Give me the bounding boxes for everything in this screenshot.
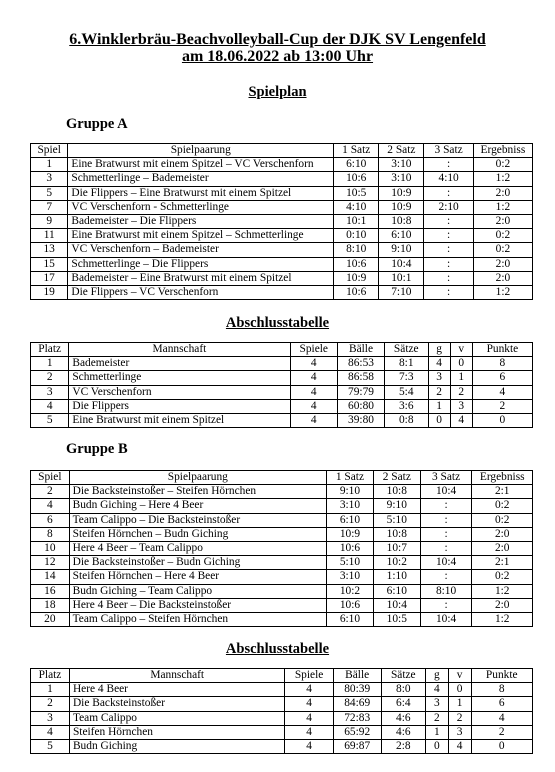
column-header: Spiel	[31, 471, 70, 485]
cell-satz-1: 10:6	[334, 285, 379, 299]
cell-satz-3: 4:10	[424, 172, 473, 186]
cell-saetze: 4:6	[381, 725, 425, 739]
cell-satz-2: 10:8	[373, 527, 420, 541]
cell-spiel: 19	[31, 285, 68, 299]
column-header: Spiele	[285, 669, 333, 683]
cell-satz-2: 10:4	[373, 598, 420, 612]
cell-spielpaarung: Bademeister – Eine Bratwurst mit einem Spitzel	[68, 271, 334, 285]
cell-verloren: 4	[448, 739, 471, 753]
cell-satz-1: 6:10	[334, 158, 379, 172]
table-row	[31, 158, 533, 172]
cell-spielpaarung: Here 4 Beer – Team Calippo	[69, 541, 326, 555]
cell-spiel: 20	[31, 612, 70, 626]
cell-saetze: 7:3	[385, 371, 429, 385]
cell-baelle: 39:80	[338, 413, 385, 427]
cell-spiel: 9	[31, 214, 68, 228]
cell-punkte: 0	[472, 413, 532, 427]
cell-ergebnis: 2:0	[473, 214, 532, 228]
cell-ergebnis: 2:0	[472, 598, 533, 612]
cell-punkte: 8	[471, 683, 533, 697]
cell-satz-2: 10:2	[373, 556, 420, 570]
group-b-standings-table	[30, 668, 533, 754]
cell-gewonnen: 3	[425, 697, 448, 711]
group-a-standings-heading: Abschlusstabelle	[225, 315, 330, 331]
cell-platz: 1	[31, 357, 69, 371]
cell-spielpaarung: Die Flippers – VC Verschenforn	[68, 285, 334, 299]
cell-spiele: 4	[285, 725, 333, 739]
cell-satz-3: :	[424, 257, 473, 271]
cell-ergebnis: 1:2	[473, 285, 532, 299]
cell-ergebnis: 1:2	[473, 172, 532, 186]
cell-mannschaft: Budn Giching	[69, 739, 285, 753]
cell-satz-3: 2:10	[424, 200, 473, 214]
table-row	[31, 200, 533, 214]
cell-spiel: 10	[31, 541, 70, 555]
cell-spielpaarung: Eine Bratwurst mit einem Spitzel – Schmetterlinge	[68, 229, 334, 243]
cell-platz: 4	[31, 399, 69, 413]
column-header: 2 Satz	[379, 144, 424, 158]
cell-verloren: 3	[450, 399, 472, 413]
cell-saetze: 4:6	[381, 711, 425, 725]
cell-satz-3: :	[424, 271, 473, 285]
cell-platz: 3	[31, 385, 69, 399]
cell-satz-2: 10:8	[373, 485, 420, 499]
column-header: Spielpaarung	[68, 144, 334, 158]
cell-spiel: 2	[31, 485, 70, 499]
cell-ergebnis: 2:0	[473, 257, 532, 271]
cell-punkte: 4	[471, 711, 533, 725]
column-header: Bälle	[338, 343, 385, 357]
table-row	[31, 598, 533, 612]
cell-satz-2: 10:9	[379, 186, 424, 200]
cell-punkte: 8	[472, 357, 532, 371]
table-row	[31, 612, 533, 626]
cell-gewonnen: 3	[428, 371, 450, 385]
cell-satz-2: 10:7	[373, 541, 420, 555]
cell-verloren: 1	[448, 697, 471, 711]
table-row	[31, 413, 533, 427]
cell-saetze: 8:1	[385, 357, 429, 371]
cell-satz-3: :	[420, 570, 472, 584]
cell-saetze: 2:8	[381, 739, 425, 753]
cell-satz-1: 3:10	[327, 499, 374, 513]
table-row	[31, 739, 533, 753]
cell-satz-3: :	[424, 214, 473, 228]
cell-spielpaarung: Budn Giching – Here 4 Beer	[69, 499, 326, 513]
cell-platz: 2	[31, 697, 70, 711]
cell-platz: 4	[31, 725, 70, 739]
column-header: v	[450, 343, 472, 357]
column-header: Spiele	[290, 343, 338, 357]
cell-spiel: 16	[31, 584, 70, 598]
cell-mannschaft: Eine Bratwurst mit einem Spitzel	[69, 413, 290, 427]
cell-saetze: 6:4	[381, 697, 425, 711]
cell-punkte: 2	[472, 399, 532, 413]
cell-spiele: 4	[285, 711, 333, 725]
cell-punkte: 4	[472, 385, 532, 399]
cell-spiel: 3	[31, 172, 68, 186]
cell-satz-1: 10:6	[334, 257, 379, 271]
cell-satz-2: 9:10	[373, 499, 420, 513]
table-header-row	[31, 471, 533, 485]
column-header: Punkte	[471, 669, 533, 683]
cell-mannschaft: Die Flippers	[69, 399, 290, 413]
cell-gewonnen: 2	[428, 385, 450, 399]
cell-gewonnen: 4	[425, 683, 448, 697]
cell-mannschaft: Here 4 Beer	[69, 683, 285, 697]
cell-spiel: 4	[31, 499, 70, 513]
cell-spielpaarung: Schmetterlinge – Bademeister	[68, 172, 334, 186]
cell-satz-2: 1:10	[373, 570, 420, 584]
cell-satz-3: :	[420, 598, 472, 612]
cell-spielpaarung: Here 4 Beer – Die Backsteinstoßer	[69, 598, 326, 612]
cell-spiel: 11	[31, 229, 68, 243]
cell-satz-3: :	[420, 527, 472, 541]
cell-spiel: 7	[31, 200, 68, 214]
table-row	[31, 229, 533, 243]
cell-satz-1: 10:9	[334, 271, 379, 285]
cell-satz-2: 3:10	[379, 158, 424, 172]
cell-satz-1: 4:10	[334, 200, 379, 214]
cell-mannschaft: Bademeister	[69, 357, 290, 371]
cell-spiele: 4	[290, 399, 338, 413]
cell-satz-2: 10:4	[379, 257, 424, 271]
cell-baelle: 84:69	[333, 697, 381, 711]
cell-satz-1: 3:10	[327, 570, 374, 584]
column-header: Ergebniss	[472, 471, 533, 485]
cell-satz-3: :	[424, 158, 473, 172]
cell-platz: 5	[31, 739, 70, 753]
cell-ergebnis: 2:0	[473, 186, 532, 200]
cell-satz-3: 10:4	[420, 612, 472, 626]
table-row	[31, 257, 533, 271]
cell-ergebnis: 2:0	[472, 527, 533, 541]
cell-satz-2: 3:10	[379, 172, 424, 186]
column-header: 1 Satz	[327, 471, 374, 485]
cell-spiele: 4	[290, 371, 338, 385]
cell-baelle: 86:53	[338, 357, 385, 371]
cell-spiele: 4	[290, 357, 338, 371]
table-row	[31, 725, 533, 739]
cell-punkte: 6	[471, 697, 533, 711]
cell-satz-1: 6:10	[327, 612, 374, 626]
cell-satz-1: 5:10	[327, 556, 374, 570]
cell-satz-2: 10:8	[379, 214, 424, 228]
cell-ergebnis: 0:2	[472, 499, 533, 513]
cell-satz-3: :	[424, 186, 473, 200]
table-row	[31, 570, 533, 584]
column-header: Mannschaft	[69, 343, 290, 357]
title-line-2: am 18.06.2022 ab 13:00 Uhr	[181, 48, 374, 65]
column-header: Bälle	[333, 669, 381, 683]
table-row	[31, 186, 533, 200]
column-header: g	[428, 343, 450, 357]
cell-spielpaarung: Die Flippers – Eine Bratwurst mit einem Spitzel	[68, 186, 334, 200]
table-row	[31, 243, 533, 257]
column-header: Ergebniss	[473, 144, 532, 158]
cell-baelle: 80:39	[333, 683, 381, 697]
table-header-row	[31, 144, 533, 158]
table-row	[31, 499, 533, 513]
group-a-standings-table	[30, 342, 533, 428]
column-header: g	[425, 669, 448, 683]
cell-platz: 2	[31, 371, 69, 385]
page-title	[0, 31, 555, 65]
cell-spiel: 6	[31, 513, 70, 527]
cell-spiel: 1	[31, 158, 68, 172]
cell-spiel: 13	[31, 243, 68, 257]
cell-satz-1: 10:6	[334, 172, 379, 186]
cell-spiel: 14	[31, 570, 70, 584]
cell-saetze: 8:0	[381, 683, 425, 697]
cell-mannschaft: Die Backsteinstoßer	[69, 697, 285, 711]
cell-satz-1: 8:10	[334, 243, 379, 257]
group-b-match-table	[30, 470, 533, 627]
cell-satz-1: 10:2	[327, 584, 374, 598]
cell-ergebnis: 1:2	[472, 584, 533, 598]
column-header: Sätze	[385, 343, 429, 357]
table-row	[31, 371, 533, 385]
cell-platz: 5	[31, 413, 69, 427]
cell-satz-1: 9:10	[327, 485, 374, 499]
cell-gewonnen: 0	[428, 413, 450, 427]
cell-spiele: 4	[290, 385, 338, 399]
cell-baelle: 86:58	[338, 371, 385, 385]
cell-spielpaarung: Schmetterlinge – Die Flippers	[68, 257, 334, 271]
cell-ergebnis: 2:1	[472, 485, 533, 499]
cell-satz-3: 8:10	[420, 584, 472, 598]
table-row	[31, 285, 533, 299]
cell-satz-3: :	[424, 285, 473, 299]
cell-spielpaarung: Die Backsteinstoßer – Budn Giching	[69, 556, 326, 570]
column-header: Mannschaft	[69, 669, 285, 683]
cell-verloren: 2	[448, 711, 471, 725]
cell-satz-2: 10:1	[379, 271, 424, 285]
column-header: v	[448, 669, 471, 683]
column-header: Platz	[31, 669, 70, 683]
column-header: 3 Satz	[424, 144, 473, 158]
cell-spiel: 12	[31, 556, 70, 570]
cell-spielpaarung: Steifen Hörnchen – Budn Giching	[69, 527, 326, 541]
table-row	[31, 271, 533, 285]
cell-ergebnis: 0:2	[472, 570, 533, 584]
cell-ergebnis: 0:2	[473, 229, 532, 243]
table-row	[31, 385, 533, 399]
cell-satz-3: :	[420, 513, 472, 527]
cell-spielpaarung: Budn Giching – Team Calippo	[69, 584, 326, 598]
group-b-standings-heading: Abschlusstabelle	[225, 641, 330, 657]
cell-spielpaarung: VC Verschenforn - Schmetterlinge	[68, 200, 334, 214]
cell-ergebnis: 0:2	[472, 513, 533, 527]
cell-mannschaft: Team Calippo	[69, 711, 285, 725]
cell-gewonnen: 1	[428, 399, 450, 413]
cell-ergebnis: 0:2	[473, 158, 532, 172]
cell-verloren: 0	[448, 683, 471, 697]
cell-gewonnen: 1	[425, 725, 448, 739]
cell-platz: 3	[31, 711, 70, 725]
cell-baelle: 69:87	[333, 739, 381, 753]
cell-mannschaft: VC Verschenforn	[69, 385, 290, 399]
group-a-match-table	[30, 143, 533, 300]
column-header: Sätze	[381, 669, 425, 683]
cell-saetze: 5:4	[385, 385, 429, 399]
cell-satz-1: 6:10	[327, 513, 374, 527]
cell-ergebnis: 2:0	[473, 271, 532, 285]
cell-satz-3: :	[420, 541, 472, 555]
spielplan-heading: Spielplan	[248, 84, 307, 100]
cell-ergebnis: 1:2	[473, 200, 532, 214]
group-a-heading: Gruppe A	[66, 116, 128, 132]
table-row	[31, 541, 533, 555]
cell-spielpaarung: Eine Bratwurst mit einem Spitzel – VC Verschenforn	[68, 158, 334, 172]
column-header: 1 Satz	[334, 144, 379, 158]
cell-satz-2: 5:10	[373, 513, 420, 527]
cell-spiele: 4	[285, 739, 333, 753]
cell-satz-3: :	[420, 499, 472, 513]
cell-satz-2: 9:10	[379, 243, 424, 257]
cell-mannschaft: Steifen Hörnchen	[69, 725, 285, 739]
cell-gewonnen: 0	[425, 739, 448, 753]
title-line-1: 6.Winklerbräu-Beachvolleyball-Cup der DJK SV Lengenfeld	[69, 31, 486, 48]
table-row	[31, 584, 533, 598]
group-b-heading: Gruppe B	[66, 441, 128, 457]
cell-punkte: 0	[471, 739, 533, 753]
table-row	[31, 357, 533, 371]
cell-spielpaarung: Die Backsteinstoßer – Steifen Hörnchen	[69, 485, 326, 499]
cell-spiel: 15	[31, 257, 68, 271]
cell-gewonnen: 4	[428, 357, 450, 371]
cell-ergebnis: 2:0	[472, 541, 533, 555]
cell-satz-2: 10:5	[373, 612, 420, 626]
cell-gewonnen: 2	[425, 711, 448, 725]
cell-satz-1: 10:9	[327, 527, 374, 541]
table-row	[31, 683, 533, 697]
cell-saetze: 3:6	[385, 399, 429, 413]
table-header-row	[31, 343, 533, 357]
cell-spiele: 4	[285, 683, 333, 697]
cell-spielpaarung: Team Calippo – Die Backsteinstoßer	[69, 513, 326, 527]
cell-spiele: 4	[290, 413, 338, 427]
table-row	[31, 527, 533, 541]
cell-mannschaft: Schmetterlinge	[69, 371, 290, 385]
cell-ergebnis: 2:1	[472, 556, 533, 570]
column-header: Punkte	[472, 343, 532, 357]
cell-satz-1: 10:5	[334, 186, 379, 200]
cell-satz-3: 10:4	[420, 485, 472, 499]
column-header: Spielpaarung	[69, 471, 326, 485]
table-row	[31, 556, 533, 570]
table-row	[31, 711, 533, 725]
table-row	[31, 214, 533, 228]
cell-satz-1: 0:10	[334, 229, 379, 243]
table-row	[31, 172, 533, 186]
cell-satz-1: 10:6	[327, 541, 374, 555]
cell-satz-2: 6:10	[379, 229, 424, 243]
cell-baelle: 72:83	[333, 711, 381, 725]
cell-baelle: 60:80	[338, 399, 385, 413]
table-header-row	[31, 669, 533, 683]
cell-verloren: 1	[450, 371, 472, 385]
cell-spiel: 5	[31, 186, 68, 200]
cell-ergebnis: 1:2	[472, 612, 533, 626]
cell-spiel: 8	[31, 527, 70, 541]
cell-punkte: 6	[472, 371, 532, 385]
cell-satz-3: 10:4	[420, 556, 472, 570]
cell-spiel: 17	[31, 271, 68, 285]
cell-spielpaarung: VC Verschenforn – Bademeister	[68, 243, 334, 257]
cell-punkte: 2	[471, 725, 533, 739]
cell-satz-3: :	[424, 229, 473, 243]
cell-spiele: 4	[285, 697, 333, 711]
cell-spielpaarung: Bademeister – Die Flippers	[68, 214, 334, 228]
cell-ergebnis: 0:2	[473, 243, 532, 257]
column-header: 3 Satz	[420, 471, 472, 485]
cell-baelle: 65:92	[333, 725, 381, 739]
table-row	[31, 399, 533, 413]
column-header: Platz	[31, 343, 69, 357]
cell-verloren: 4	[450, 413, 472, 427]
cell-satz-2: 6:10	[373, 584, 420, 598]
column-header: 2 Satz	[373, 471, 420, 485]
cell-baelle: 79:79	[338, 385, 385, 399]
cell-verloren: 0	[450, 357, 472, 371]
column-header: Spiel	[31, 144, 68, 158]
cell-saetze: 0:8	[385, 413, 429, 427]
cell-satz-1: 10:1	[334, 214, 379, 228]
cell-satz-2: 7:10	[379, 285, 424, 299]
table-row	[31, 485, 533, 499]
cell-satz-1: 10:6	[327, 598, 374, 612]
cell-spielpaarung: Team Calippo – Steifen Hörnchen	[69, 612, 326, 626]
cell-verloren: 3	[448, 725, 471, 739]
table-row	[31, 697, 533, 711]
cell-satz-3: :	[424, 243, 473, 257]
cell-spielpaarung: Steifen Hörnchen – Here 4 Beer	[69, 570, 326, 584]
table-row	[31, 513, 533, 527]
cell-spiel: 18	[31, 598, 70, 612]
cell-satz-2: 10:9	[379, 200, 424, 214]
cell-verloren: 2	[450, 385, 472, 399]
cell-platz: 1	[31, 683, 70, 697]
